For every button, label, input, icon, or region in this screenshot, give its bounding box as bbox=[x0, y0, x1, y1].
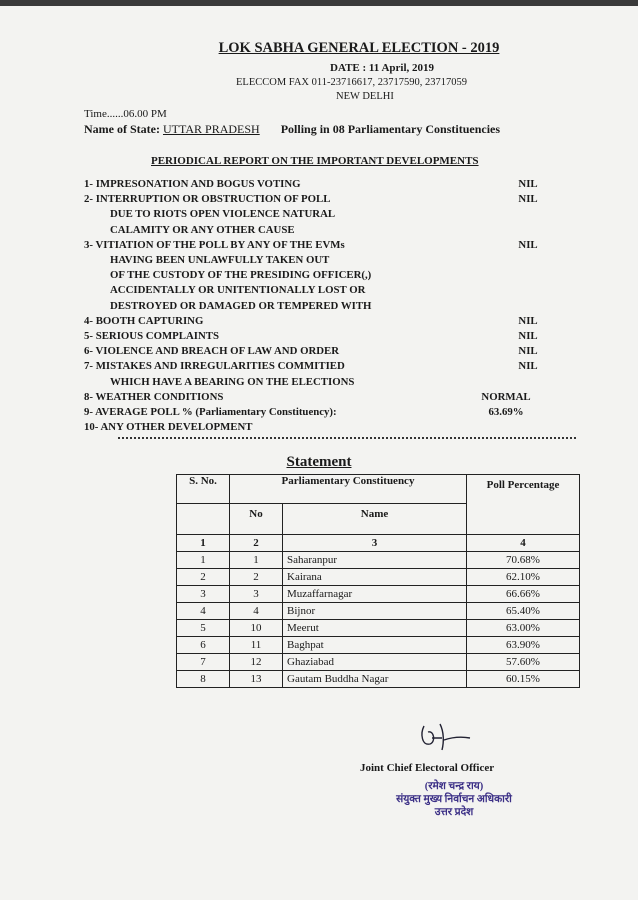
development-item-value: NORMAL bbox=[481, 390, 531, 403]
statement-table bbox=[176, 474, 580, 688]
row-name: Meerut bbox=[283, 620, 467, 637]
row-name: Baghpat bbox=[283, 637, 467, 654]
state-label: Name of State: bbox=[84, 122, 160, 136]
dotted-divider bbox=[118, 437, 576, 439]
row-no: 10 bbox=[230, 620, 283, 637]
state-value: UTTAR PRADESH bbox=[162, 122, 260, 136]
header-name: Name bbox=[283, 504, 467, 535]
table-row bbox=[177, 552, 580, 569]
row-no: 1 bbox=[230, 552, 283, 569]
official-stamp bbox=[384, 780, 524, 819]
development-item-value: 63.69% bbox=[488, 406, 524, 418]
row-pct: 62.10% bbox=[467, 569, 580, 586]
row-sno: 5 bbox=[177, 620, 230, 637]
row-pct: 66.66% bbox=[467, 586, 580, 603]
row-name: Muzaffarnagar bbox=[283, 586, 467, 603]
development-item-line: HAVING BEEN UNLAWFULLY TAKEN OUT bbox=[110, 254, 330, 266]
development-item-line: OF THE CUSTODY OF THE PRESIDING OFFICER(,) bbox=[110, 269, 372, 282]
row-name: Saharanpur bbox=[283, 552, 467, 569]
col-number-3: 3 bbox=[283, 535, 467, 552]
stamp-name: (रमेश चन्द्र राय) bbox=[424, 781, 484, 792]
development-item-value: NIL bbox=[518, 193, 538, 206]
col-number-4: 4 bbox=[467, 535, 580, 552]
fax-numbers: ELECCOM FAX 011-23716617, 23717590, 23717059 bbox=[236, 77, 467, 88]
row-sno: 1 bbox=[177, 552, 230, 569]
row-name: Ghaziabad bbox=[283, 654, 467, 671]
table-row bbox=[177, 654, 580, 671]
polling-summary: Polling in 08 Parliamentary Constituencies bbox=[280, 122, 501, 136]
row-no: 11 bbox=[230, 637, 283, 654]
development-item-value: NIL bbox=[518, 360, 538, 373]
header-sno: S. No. bbox=[177, 475, 230, 504]
row-name: Kairana bbox=[283, 569, 467, 586]
table-row bbox=[177, 569, 580, 586]
development-item-line: 4- BOOTH CAPTURING bbox=[84, 314, 204, 327]
development-item-line: 1- IMPRESONATION AND BOGUS VOTING bbox=[84, 178, 301, 190]
row-sno: 8 bbox=[177, 671, 230, 688]
development-item-line: WHICH HAVE A BEARING ON THE ELECTIONS bbox=[110, 375, 355, 388]
state-line bbox=[84, 122, 500, 137]
development-item-line: CALAMITY OR ANY OTHER CAUSE bbox=[110, 223, 295, 236]
signatory-designation: Joint Chief Electoral Officer bbox=[360, 762, 495, 774]
header-blank bbox=[177, 504, 230, 535]
row-no: 12 bbox=[230, 654, 283, 671]
row-sno: 4 bbox=[177, 603, 230, 620]
development-item-line: ACCIDENTALLY OR UNITENTIONALLY LOST OR bbox=[110, 284, 366, 297]
row-no: 2 bbox=[230, 569, 283, 586]
development-item-line: DUE TO RIOTS OPEN VIOLENCE NATURAL bbox=[110, 208, 336, 221]
table-row bbox=[177, 586, 580, 603]
header-no: No bbox=[230, 504, 283, 535]
row-pct: 70.68% bbox=[467, 552, 580, 569]
table-row bbox=[177, 637, 580, 654]
development-item-line: 7- MISTAKES AND IRREGULARITIES COMMITIED bbox=[84, 360, 345, 373]
city-line: NEW DELHI bbox=[336, 91, 394, 102]
row-no: 4 bbox=[230, 603, 283, 620]
table-row bbox=[177, 671, 580, 688]
table-row bbox=[177, 603, 580, 620]
signature bbox=[418, 720, 478, 756]
report-time: Time......06.00 PM bbox=[84, 108, 167, 120]
row-pct: 63.00% bbox=[467, 620, 580, 637]
development-item-value: NIL bbox=[518, 178, 538, 190]
row-pct: 57.60% bbox=[467, 654, 580, 671]
development-item-line: 3- VITIATION OF THE POLL BY ANY OF THE EVMs bbox=[84, 238, 345, 251]
scan-top-edge bbox=[0, 0, 638, 6]
row-sno: 6 bbox=[177, 637, 230, 654]
stamp-state: उत्तर प्रदेश bbox=[434, 807, 474, 818]
header-constituency: Parliamentary Constituency bbox=[230, 475, 467, 504]
row-name: Gautam Buddha Nagar bbox=[283, 671, 467, 688]
report-section-title: PERIODICAL REPORT ON THE IMPORTANT DEVELOPMENTS bbox=[151, 155, 479, 167]
row-name: Bijnor bbox=[283, 603, 467, 620]
table-row bbox=[177, 620, 580, 637]
header-poll-percentage: Poll Percentage bbox=[467, 475, 580, 535]
row-sno: 3 bbox=[177, 586, 230, 603]
development-item-line: 8- WEATHER CONDITIONS bbox=[84, 390, 224, 403]
development-item-line: 2- INTERRUPTION OR OBSTRUCTION OF POLL bbox=[84, 193, 331, 206]
development-item-value: NIL bbox=[518, 330, 538, 342]
development-item-value: NIL bbox=[518, 238, 538, 251]
development-item-line: 10- ANY OTHER DEVELOPMENT bbox=[84, 421, 253, 434]
development-item-value: NIL bbox=[518, 314, 538, 327]
row-pct: 60.15% bbox=[467, 671, 580, 688]
row-sno: 2 bbox=[177, 569, 230, 586]
document-title: LOK SABHA GENERAL ELECTION - 2019 bbox=[218, 40, 500, 56]
col-number-2: 2 bbox=[230, 535, 283, 552]
row-pct: 63.90% bbox=[467, 637, 580, 654]
development-item-value: NIL bbox=[518, 345, 538, 358]
row-pct: 65.40% bbox=[467, 603, 580, 620]
development-item-line: 5- SERIOUS COMPLAINTS bbox=[84, 330, 219, 342]
development-item-line: DESTROYED OR DAMAGED OR TEMPERED WITH bbox=[110, 299, 372, 312]
report-date: DATE : 11 April, 2019 bbox=[330, 62, 435, 74]
development-item-line: 6- VIOLENCE AND BREACH OF LAW AND ORDER bbox=[84, 345, 340, 358]
row-no: 13 bbox=[230, 671, 283, 688]
col-number-1: 1 bbox=[177, 535, 230, 552]
development-item-line: 9- AVERAGE POLL % (Parliamentary Constituency): bbox=[84, 406, 337, 418]
row-no: 3 bbox=[230, 586, 283, 603]
statement-title: Statement bbox=[286, 454, 352, 470]
row-sno: 7 bbox=[177, 654, 230, 671]
stamp-title: संयुक्त मुख्य निर्वाचन अधिकारी bbox=[396, 794, 512, 805]
